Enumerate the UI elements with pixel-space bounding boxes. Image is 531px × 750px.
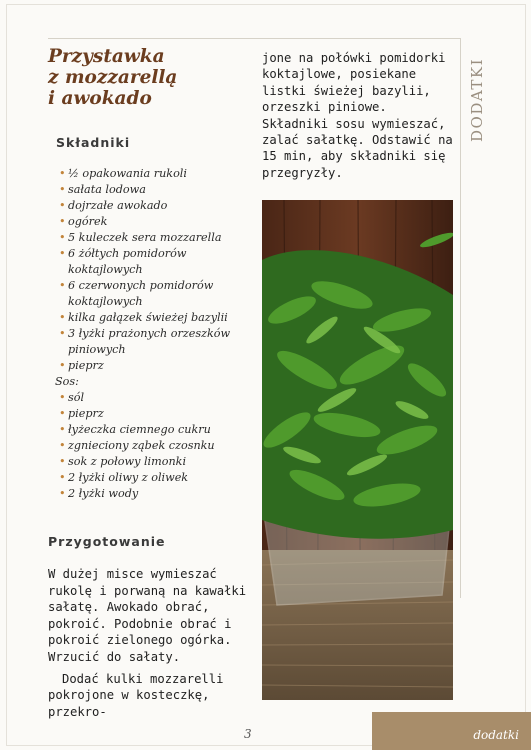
- list-item: • kilka gałązek świeżej bazylii: [55, 310, 245, 326]
- list-item: • ½ opakowania rukoli: [55, 166, 245, 182]
- recipe-title: [48, 46, 248, 109]
- preparation-text: [48, 566, 248, 725]
- list-item: • pieprz: [55, 358, 245, 374]
- list-item: • dojrzałe awokado: [55, 198, 245, 214]
- preparation-paragraph: Dodać kulki mozzarelli pokrojone w kosteczkę, przekro-: [48, 671, 224, 719]
- list-item: • 6 żółtych pomidorów koktajlowych: [55, 246, 245, 278]
- footer-section-tab: [372, 712, 531, 750]
- list-item: • 3 łyżki prażonych orzeszków piniowych: [55, 326, 245, 358]
- preparation-heading: Przygotowanie: [48, 534, 166, 549]
- list-item: • sałata lodowa: [55, 182, 245, 198]
- list-item: • 2 łyżki oliwy z oliwek: [55, 470, 245, 486]
- side-label-text: DODATKI: [468, 58, 486, 142]
- title-line: z mozzarellą: [48, 67, 178, 88]
- sauce-label: Sos:: [55, 375, 79, 388]
- page-number: 3: [244, 727, 252, 741]
- ingredients-list: [55, 166, 245, 502]
- ingredients-heading: Składniki: [56, 135, 131, 150]
- list-item: • zgnieciony ząbek czosnku: [55, 438, 245, 454]
- preparation-continuation: jone na połówki pomidorki koktajlowe, posiekane listki świeżej bazylii, orzeszki piniowe. Składniki sosu wymieszać, zalać sałatkę. Odstawić na 15 min, aby składniki się przegryzły.: [262, 51, 453, 180]
- preparation-paragraph: W dużej misce wymieszać rukolę i porwaną na kawałki sałatę. Awokado obrać, pokroić. Podobnie obrać i pokroić zielonego ogórka. Wrzucić do sałaty.: [48, 567, 247, 664]
- salad-photo-graphic: [262, 200, 453, 700]
- top-divider: [48, 38, 460, 39]
- list-item: • ogórek: [55, 214, 245, 230]
- footer-tab-label: dodatki: [473, 728, 519, 742]
- list-item: • łyżeczka ciemnego cukru: [55, 422, 245, 438]
- section-side-label: [463, 38, 491, 162]
- list-item: • pieprz: [55, 406, 245, 422]
- salad-photo: [262, 200, 453, 700]
- list-item: • 2 łyżki wody: [55, 486, 245, 502]
- list-item: • 6 czerwonych pomidorów koktajlowych: [55, 278, 245, 310]
- list-item: • sól: [55, 390, 245, 406]
- list-item: • sok z połowy limonki: [55, 454, 245, 470]
- right-divider: [460, 38, 461, 598]
- list-item: • 5 kuleczek sera mozzarella: [55, 230, 245, 246]
- title-line: i awokado: [48, 88, 152, 109]
- title-line: Przystawka: [48, 46, 165, 67]
